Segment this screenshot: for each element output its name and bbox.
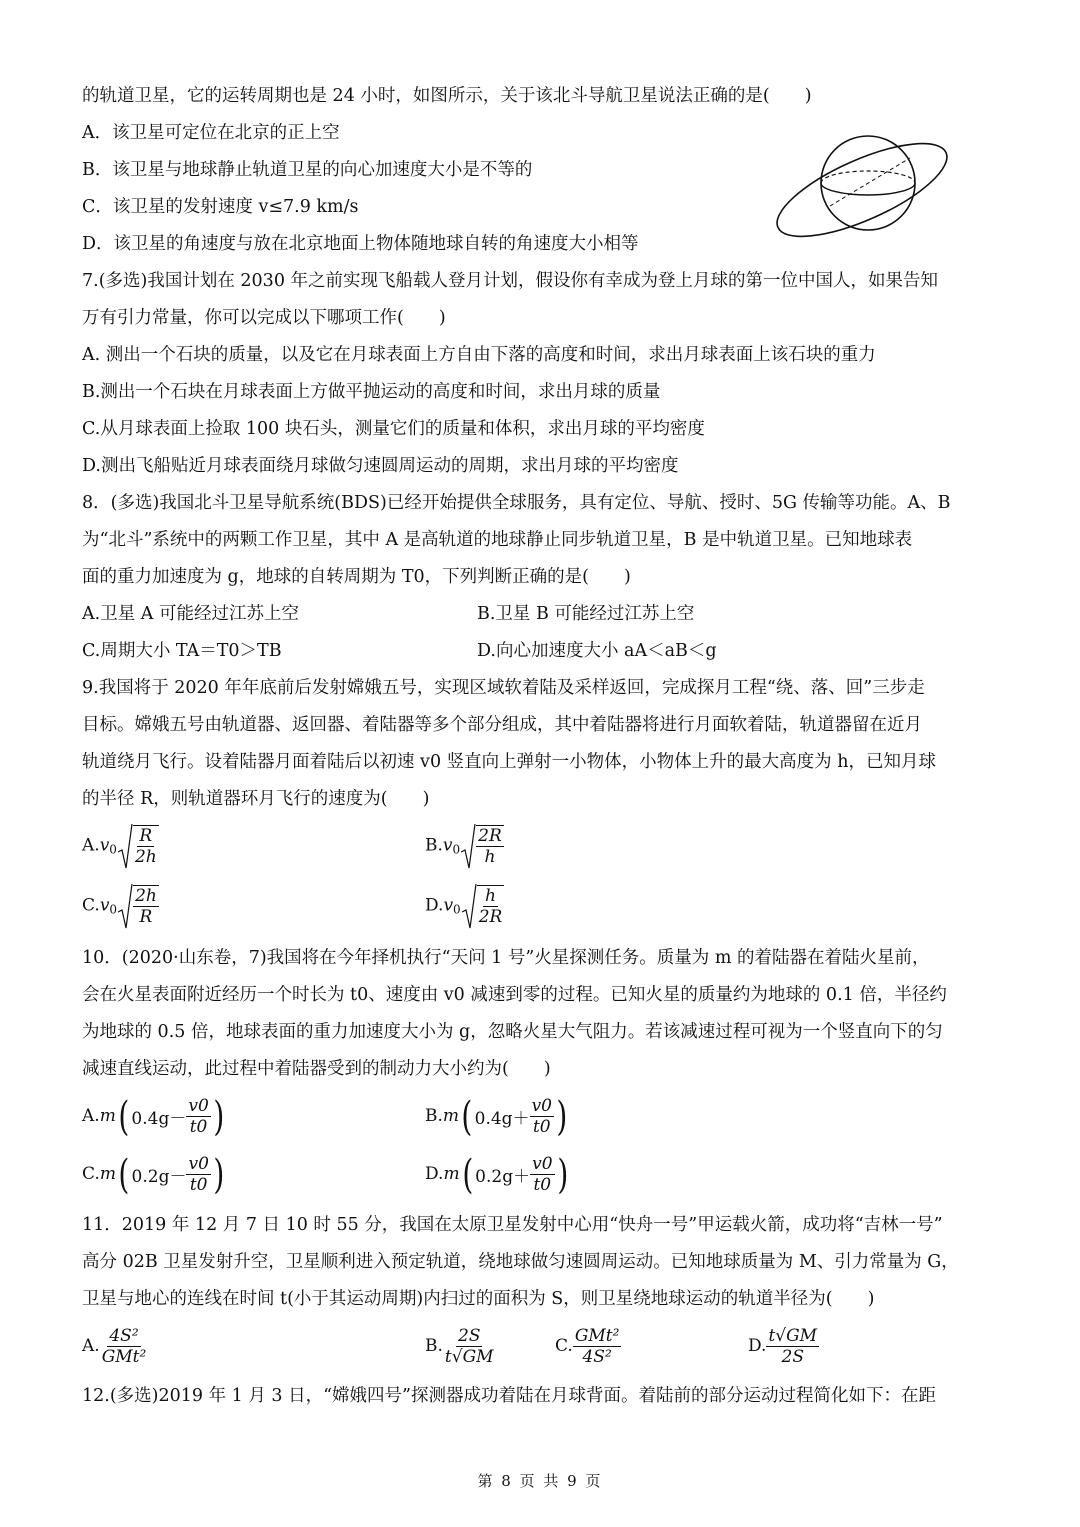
q10-stem-line4: 减速直线运动，此过程中着陆器受到的制动力大小约为( ) — [82, 1059, 551, 1079]
q9-option-a: $A.v_0$ $\frac{R}{2h}$ — [82, 826, 157, 867]
q8-stem-line3: 面的重力加速度为 g，地球的自转周期为 T0，下列判断正确的是( ) — [82, 567, 631, 587]
q9-stem-line3: 轨道绕月飞行。设着陆器月面着陆后以初速 v0 竖直向上弹射一小物体，小物体上升的最大高度为 h，已知月球 — [82, 752, 936, 772]
q6-option-d: D．该卫星的角速度与放在北京地面上物体随地球自转的角速度大小相等 — [82, 234, 639, 254]
q11-option-a: A. $\frac{\text{4S²}}{\text{GMt²}}$ — [82, 1326, 147, 1367]
q10-stem-line2: 会在火星表面附近经历一个时长为 t0、速度由 v0 减速到零的过程。已知火星的质量约为地球的 0.1 倍，半径约 — [82, 985, 947, 1005]
q7-option-a: A. 测出一个石块的质量，以及它在月球表面上方自由下落的高度和时间，求出月球表面上该石块的重力 — [82, 345, 876, 365]
q9-stem-line2: 目标。嫦娥五号由轨道器、返回器、着陆器等多个部分组成，其中着陆器将进行月面软着陆，轨道器留在近月 — [82, 715, 922, 735]
q7-option-b: B.测出一个石块在月球表面上方做平抛运动的高度和时间，求出月球的质量 — [82, 382, 661, 402]
q10-option-d: D.m ( 0.2g＋ $\frac{v0}{t0}$ ) — [425, 1151, 568, 1198]
q12-stem-line1: 12.(多选)2019 年 1 月 3 日，“嫦娥四号”探测器成功着陆在月球背面。着陆前的部分运动过程简化如下：在距 — [82, 1386, 936, 1406]
q8-stem-line2: 为“北斗”系统中的两颗工作卫星，其中 A 是高轨道的地球静止同步轨道卫星，B 是中轨道卫星。已知地球表 — [82, 530, 913, 550]
q7-option-c: C.从月球表面上捡取 100 块石头，测量它们的质量和体积，求出月球的平均密度 — [82, 419, 705, 439]
q10-option-c: C.m ( 0.2g－ $\frac{v0}{t0}$ ) — [82, 1151, 225, 1198]
q10-stem-line1: 10．(2020·山东卷，7)我国将在今年择机执行“天问 1 号”火星探测任务。质量为 m 的着陆器在着陆火星前， — [82, 948, 930, 968]
q9-option-d: $D.v_0$ $\frac{h}{2R}$ — [425, 886, 503, 927]
q11-option-b: B. $\frac{2S}{t√GM}$ — [425, 1326, 494, 1367]
q11-option-d: D. $\frac{t√GM}{2S}$ — [748, 1326, 818, 1367]
q11-stem-line2: 高分 02B 卫星发射升空，卫星顺利进入预定轨道，绕地球做匀速圆周运动。已知地球质量为 M、引力常量为 G， — [82, 1252, 959, 1272]
q7-stem-line2: 万有引力常量，你可以完成以下哪项工作( ) — [82, 308, 446, 328]
q8-stem-line1: 8．(多选)我国北斗卫星导航系统(BDS)已经开始提供全球服务，具有定位、导航、授时、5G 传输等功能。A、B — [82, 493, 951, 513]
q9-option-b: $B.v_0$ $\frac{2R}{h}$ — [425, 826, 502, 867]
q6-option-c: C．该卫星的发射速度 v≤7.9 km/s — [82, 197, 359, 217]
q10-option-b: B.m ( 0.4g＋ $\frac{v0}{t0}$ ) — [425, 1093, 568, 1140]
q11-stem-line3: 卫星与地心的连线在时间 t(小于其运动周期)内扫过的面积为 S，则卫星绕地球运动的轨道半径为( ) — [82, 1289, 875, 1309]
satellite-orbit-diagram — [770, 128, 960, 248]
q7-option-d: D.测出飞船贴近月球表面绕月球做匀速圆周运动的周期，求出月球的平均密度 — [82, 456, 679, 476]
q10-stem-line3: 为地球的 0.5 倍，地球表面的重力加速度大小为 g，忽略火星大气阻力。若该减速过程可视为一个竖直向下的匀 — [82, 1022, 943, 1042]
q11-stem-line1: 11．2019 年 12 月 7 日 10 时 55 分，我国在太原卫星发射中心用“快舟一号”甲运载火箭，成功将“吉林一号” — [82, 1215, 943, 1235]
q9-option-c: $C.v_0$ $\frac{2h}{R}$ — [82, 886, 157, 927]
q8-option-b: B.卫星 B 可能经过江苏上空 — [477, 604, 695, 624]
q8-option-a: A.卫星 A 可能经过江苏上空 — [82, 604, 299, 624]
q8-option-c: C.周期大小 TA＝T0＞TB — [82, 641, 282, 661]
q6-option-b: B．该卫星与地球静止轨道卫星的向心加速度大小是不等的 — [82, 160, 533, 180]
q10-option-a: A.m ( 0.4g－ $\frac{v0}{t0}$ ) — [82, 1093, 225, 1140]
q9-stem-line4: 的半径 R，则轨道器环月飞行的速度为( ) — [82, 789, 430, 809]
q6-stem: 的轨道卫星，它的运转周期也是 24 小时，如图所示，关于该北斗导航卫星说法正确的是( ) — [82, 86, 812, 106]
q9-stem-line1: 9.我国将于 2020 年年底前后发射嫦娥五号，实现区域软着陆及采样返回，完成探月工程“绕、落、回”三步走 — [82, 678, 925, 698]
q6-option-a: A．该卫星可定位在北京的正上空 — [82, 123, 340, 143]
q11-option-c: C. $\frac{\text{GMt²}}{\text{4S²}}$ — [555, 1326, 620, 1367]
q7-stem-line1: 7.(多选)我国计划在 2030 年之前实现飞船载人登月计划，假设你有幸成为登上月球的第一位中国人，如果告知 — [82, 271, 939, 291]
q8-option-d: D.向心加速度大小 aA＜aB＜g — [477, 641, 717, 661]
page-footer: 第 8 页 共 9 页 — [477, 1472, 603, 1490]
